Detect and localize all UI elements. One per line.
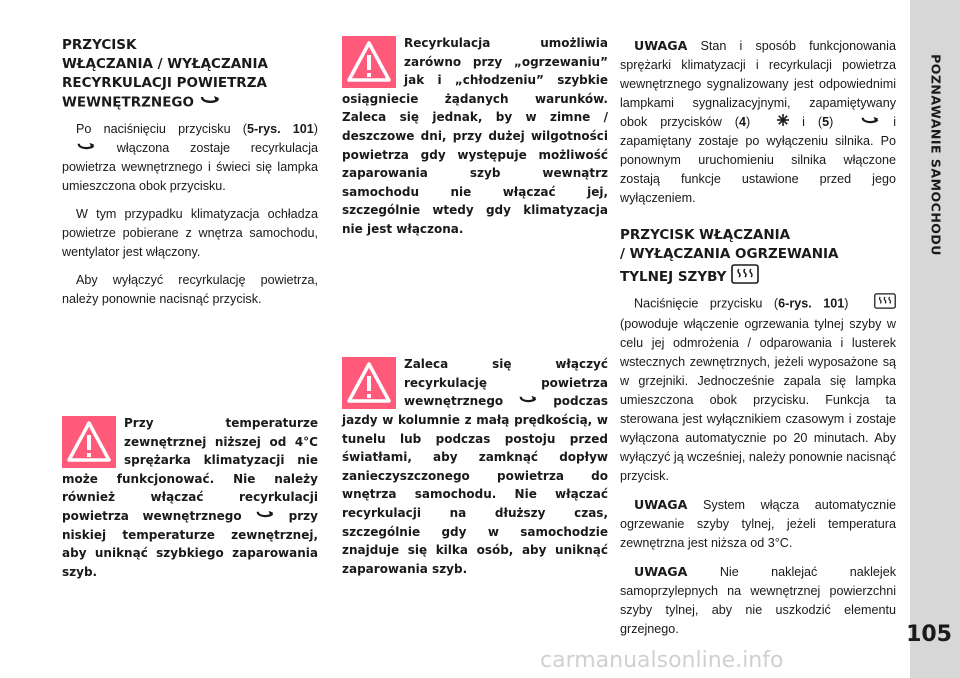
text: ) (746, 115, 764, 129)
text: ) (829, 115, 847, 129)
text: (powoduje włączenie ogrzewania tylnej szyby w celu jej odmrożenia / odparowania i lusterek wstecznych zewnętrznych, jeżeli wyposażone są w grzejniki. Jednocześnie zapala się lampka umieszczona obok przycisku. Funkcja ta sterowana jest wyłącznikiem czasowym i zostaje wyłączona automatycznie po 20 minutach. Aby wyłączyć ją wcześniej, należy ponownie nacisnąć przycisk. (620, 317, 896, 483)
text: Stan i sposób funkcjonowania sprężarki klimatyzacji i recyrkulacji powietrza wewnętrznego sygnalizowany jest odpowiednimi lampkami sygnalizacyjnymi, zapamiętywany obok przycisków ( (620, 39, 896, 129)
rear-window-defrost-icon (731, 264, 759, 290)
heading-line: RECYRKULACJI POWIETRZA (62, 75, 267, 91)
warning-recirculation-traffic (342, 355, 608, 578)
warning-triangle-icon (342, 357, 396, 409)
text: podczas jazdy w kolumnie z małą prędkością, w tunelu lub podczas postoju przed światłami, aby zamknąć dopływ zanieczyszczonego powietrza do wnętrza samochodu. Nie włączać recyrkulacji na dłuższy czas, szczególnie gdy w samochodzie znajduje się kilka osób, aby uniknąć zaparowania szyb. (342, 394, 608, 576)
heading-line: WEWNĘTRZNEGO (62, 94, 194, 111)
rear-window-defrost-icon (860, 293, 896, 315)
figure-ref: 6-rys. 101 (778, 296, 845, 311)
text: Nie naklejać naklejek samoprzylepnych na wewnętrznej powierzchni szyby tylnej, aby nie uszkodzić elementu grzejnego. (620, 565, 896, 636)
text: Zaleca się włączyć recyrkulację powietrza wewnętrznego (404, 357, 608, 409)
section-heading-rear-window (620, 226, 896, 290)
snowflake-icon (763, 113, 789, 132)
heading-line: TYLNEJ SZYBY (620, 269, 727, 285)
recirculation-icon (255, 507, 275, 526)
note-label: UWAGA (634, 38, 688, 53)
text: Naciśnięcie przycisku ( (634, 296, 779, 311)
recirculation-icon (62, 139, 96, 158)
recirculation-icon (846, 113, 880, 132)
text: Recyrkulacja umożliwia zarówno przy „ogrzewaniu” jak i „chłodzeniu” szybkie osiągniecie żądanych warunków. Zaleca się jednak, by w zimne / deszczowe dni, przy dużej wilgotności powietrza gdy występuje możliwość zaparowania szyb wewnątrz samochodu nie włączać jej, szczególnie wtedy gdy klimatyzacja nie jest włączona. (342, 36, 608, 236)
heading-line: / WYŁĄCZANIA OGRZEWANIA (620, 246, 839, 262)
warning-recirculation-humidity (342, 34, 608, 239)
note-stickers (620, 562, 896, 639)
text: włączona zostaje recyrkulacja powietrza wewnętrznego i świeci się lampka umieszczona obok przycisku. (62, 141, 318, 194)
warning-triangle-icon (342, 36, 396, 88)
paragraph-recirculation-off: Aby wyłączyć recyrkulację powietrza, należy ponownie nacisnąć przycisk. (62, 273, 318, 307)
text: Po naciśnięciu przycisku ( (76, 122, 247, 136)
recirculation-icon (199, 93, 221, 112)
paragraph-recirculation-cooling: W tym przypadku klimatyzacja ochładza powietrze pobierane z wnętrza samochodu, wentylator jest włączony. (62, 207, 318, 260)
note-label: UWAGA (634, 564, 688, 579)
note-compressor-status (620, 36, 896, 208)
watermark: carmanualsonline.info (540, 648, 784, 673)
warning-triangle-icon (62, 416, 116, 468)
text: i zapamiętany zostaje po wyłączeniu silnika. Po ponownym uruchomieniu silnika włączone zostają funkcje ustawione przed jego wyłączeniem. (620, 115, 896, 206)
text: ) (844, 296, 849, 311)
heading-line: WŁĄCZANIA / WYŁĄCZANIA (62, 56, 268, 72)
text: i ( (789, 115, 823, 129)
button-number: 5 (822, 115, 830, 129)
note-label: UWAGA (634, 497, 688, 512)
text: przy niskiej temperaturze zewnętrznej, aby uniknąć szybkiego zaparowania szyb. (62, 508, 318, 579)
button-number: 4 (739, 115, 747, 129)
page-number: 105 (906, 622, 952, 647)
chapter-label (921, 30, 951, 280)
paragraph-rear-window-on (620, 293, 896, 486)
recirculation-icon (518, 392, 538, 411)
note-auto-heating (620, 495, 896, 553)
text: ) (313, 122, 318, 136)
text: System włącza automatycznie ogrzewanie szyby tylnej, jeżeli temperatura zewnętrzna jest niższa od 3°C. (620, 498, 896, 550)
text: Przy temperaturze zewnętrznej niższej od 4°C sprężarka klimatyzacji nie może funkcjonować. Nie należy również włączać recyrkulacji powietrza wewnętrznego (62, 416, 318, 523)
paragraph-recirculation-on (62, 120, 318, 196)
chapter-title: POZNAWANIE SAMOCHODU (928, 54, 944, 256)
chapter-side-tab (906, 0, 960, 678)
heading-line: PRZYCISK (62, 37, 137, 53)
heading-line: PRZYCISK WŁĄCZANIA (620, 227, 791, 243)
figure-ref: 5-rys. 101 (246, 122, 314, 136)
warning-low-temperature (62, 414, 318, 582)
section-heading-recirculation (62, 36, 318, 113)
